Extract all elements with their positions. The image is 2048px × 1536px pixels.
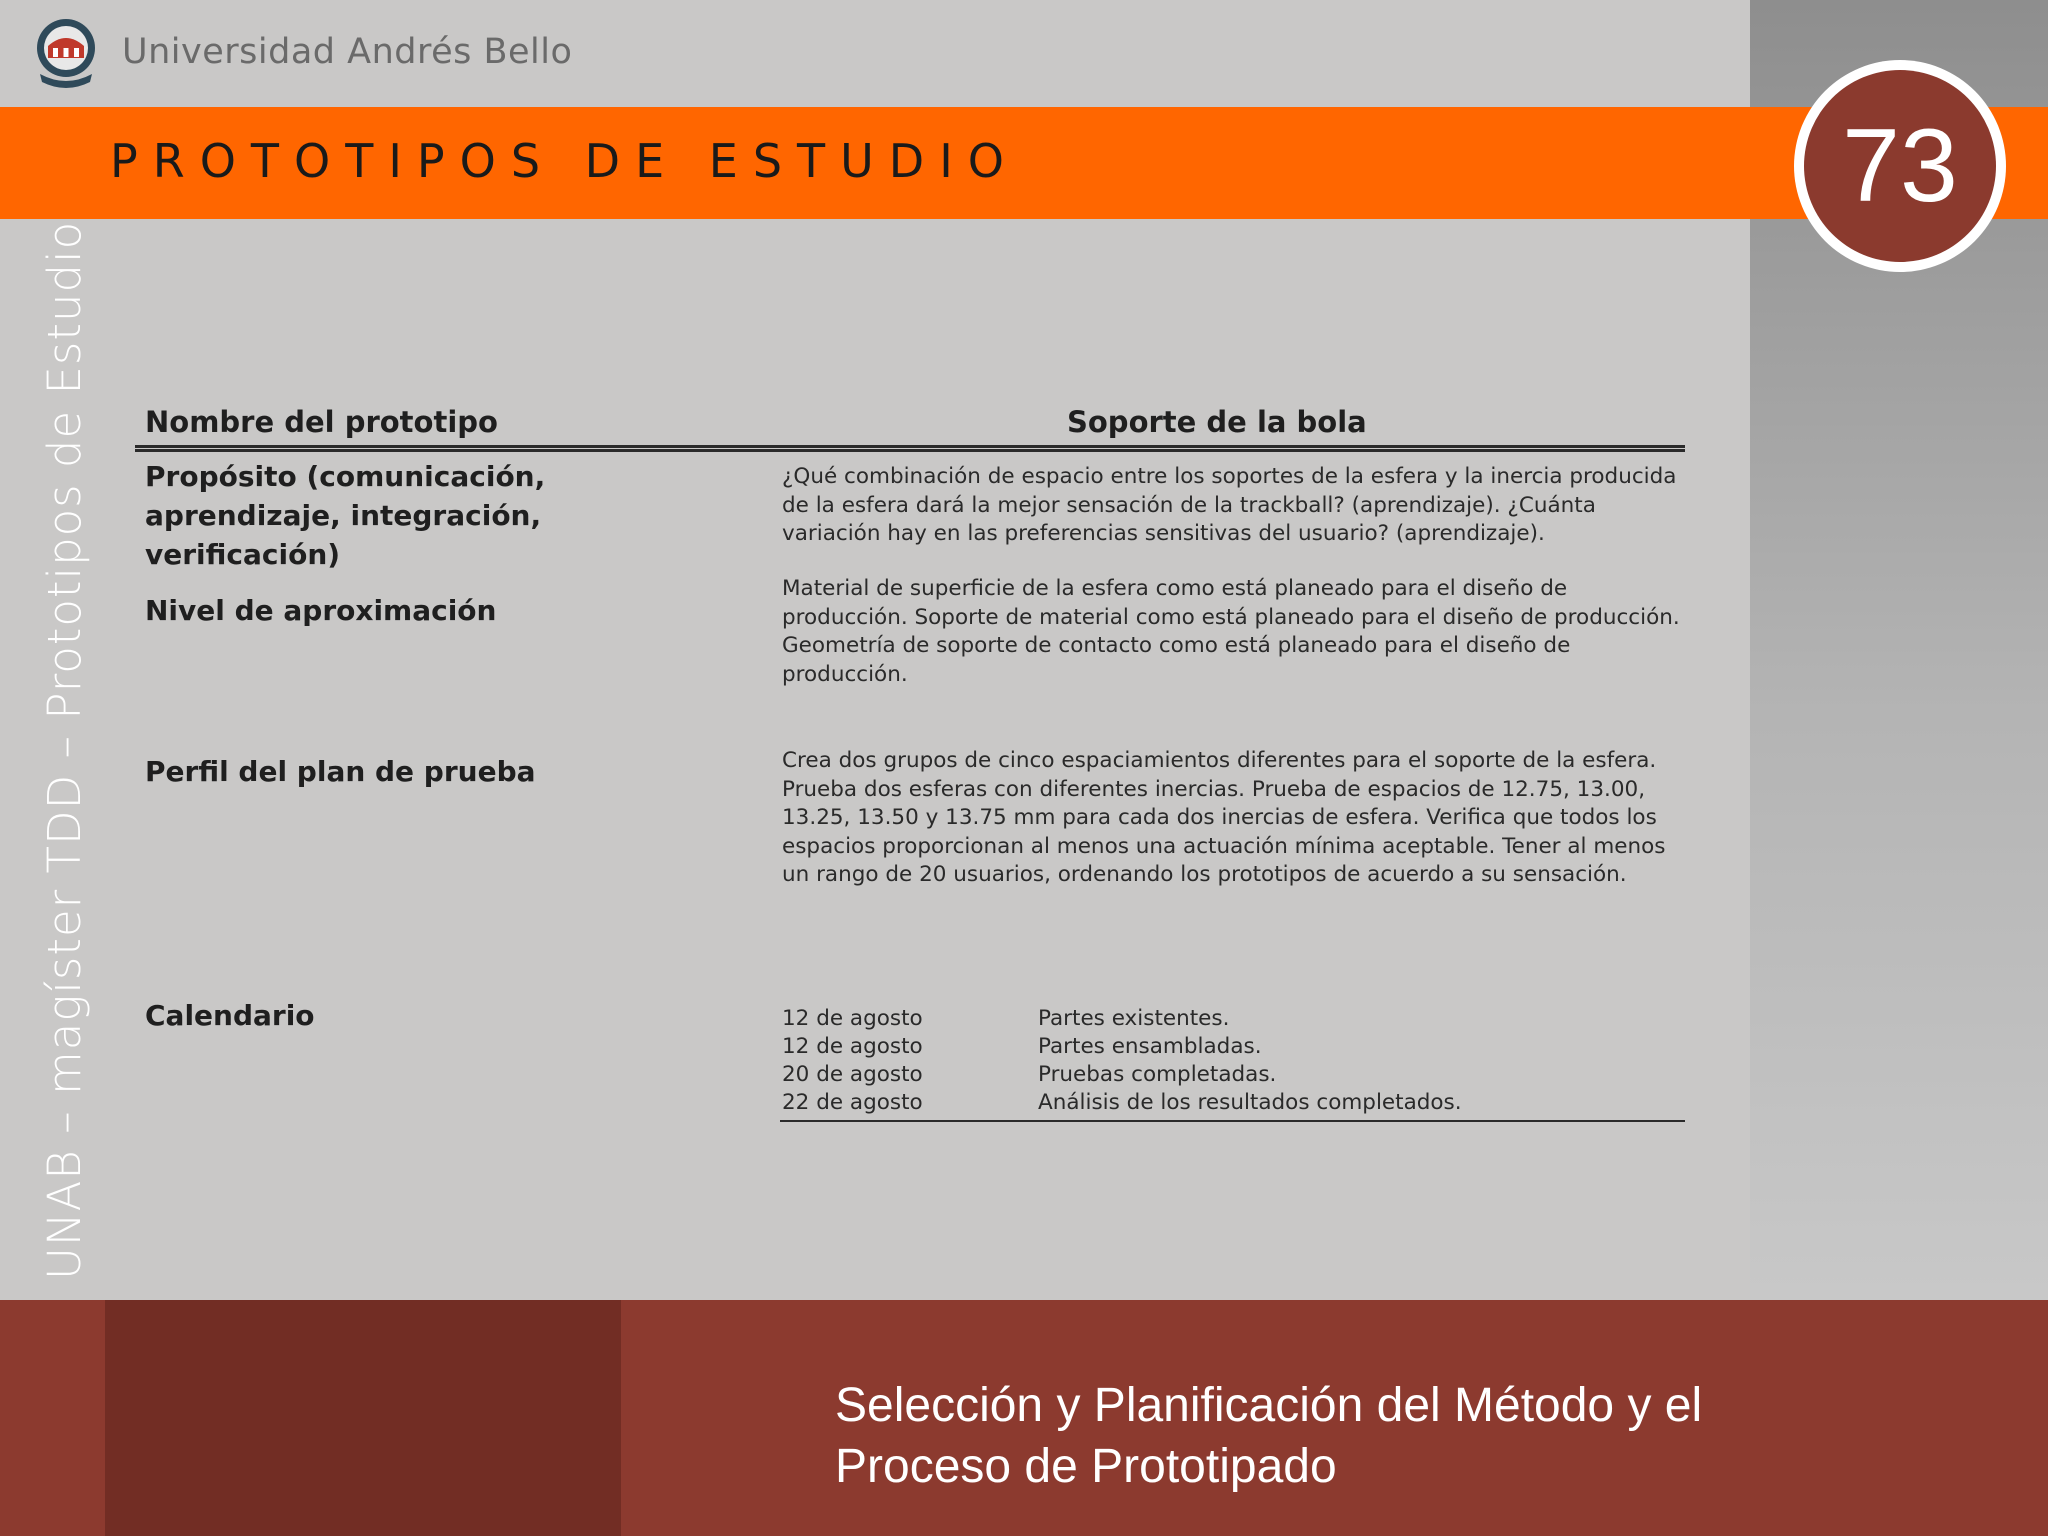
table-header-left: Nombre del prototipo [145, 405, 498, 439]
calendar-row [782, 1061, 1682, 1089]
calendar-date: 12 de agosto [782, 1006, 923, 1031]
calendar-event: Análisis de los resultados completados. [1038, 1090, 1462, 1115]
calendar-date: 12 de agosto [782, 1034, 923, 1059]
row-text-nivel: Material de superficie de la esfera como está planeado para el diseño de producción. Soporte de material como está planeado para el diseño de producción. Geometría de soporte de contacto como está planeado para el diseño de producción. [782, 576, 1680, 687]
vertical-sidebar-text: UNAB – magíster TDD – Prototipos de Estudio [38, 220, 91, 1280]
row-text-proposito: ¿Qué combinación de espacio entre los soportes de la esfera y la inercia producida de la esfera dará la mejor sensación de la trackball? (aprendizaje). ¿Cuánta variación hay en las preferencias sensitivas del usuario? (aprendizaje). [782, 464, 1677, 546]
header-double-rule [135, 445, 1685, 452]
calendar-event: Partes existentes. [1038, 1006, 1230, 1031]
footer-title: Selección y Planificación del Método y el Proceso de Prototipado [835, 1379, 1703, 1493]
calendar-event: Partes ensambladas. [1038, 1034, 1262, 1059]
calendar-event: Pruebas completadas. [1038, 1062, 1277, 1087]
university-logo-icon [34, 16, 98, 90]
calendar-row [782, 1005, 1682, 1033]
university-name: Universidad Andrés Bello [122, 32, 573, 72]
row-label-proposito: Propósito (comunicación, aprendizaje, integración, verificación) [145, 460, 546, 571]
calendar-list [782, 1005, 1682, 1117]
page-number-badge: 73 [1804, 70, 1996, 262]
calendar-row [782, 1089, 1682, 1117]
table-bottom-rule [780, 1120, 1685, 1122]
calendar-date: 22 de agosto [782, 1090, 923, 1115]
footer-dark-block [105, 1300, 621, 1536]
row-label-calendario: Calendario [145, 999, 315, 1032]
calendar-date: 20 de agosto [782, 1062, 923, 1087]
table-header-right: Soporte de la bola [1067, 405, 1367, 439]
row-label-nivel: Nivel de aproximación [145, 594, 497, 627]
row-label-perfil: Perfil del plan de prueba [145, 755, 536, 788]
section-title: PROTOTIPOS DE ESTUDIO [110, 134, 1019, 188]
table-header-row [135, 395, 1685, 445]
row-text-perfil: Crea dos grupos de cinco espaciamientos diferentes para el soporte de la esfera. Prueba dos esferas con diferentes inercias. Prueba de espacios de 12.75, 13.00, 13.25, 13.50 y 13.75 mm para cada dos inercias de esfera. Verifica que todos los espacios proporcionan al menos una actuación mínima aceptable. Tener al menos un rango de 20 usuarios, ordenando los prototipos de acuerdo a su sensación. [782, 748, 1666, 887]
calendar-row [782, 1033, 1682, 1061]
